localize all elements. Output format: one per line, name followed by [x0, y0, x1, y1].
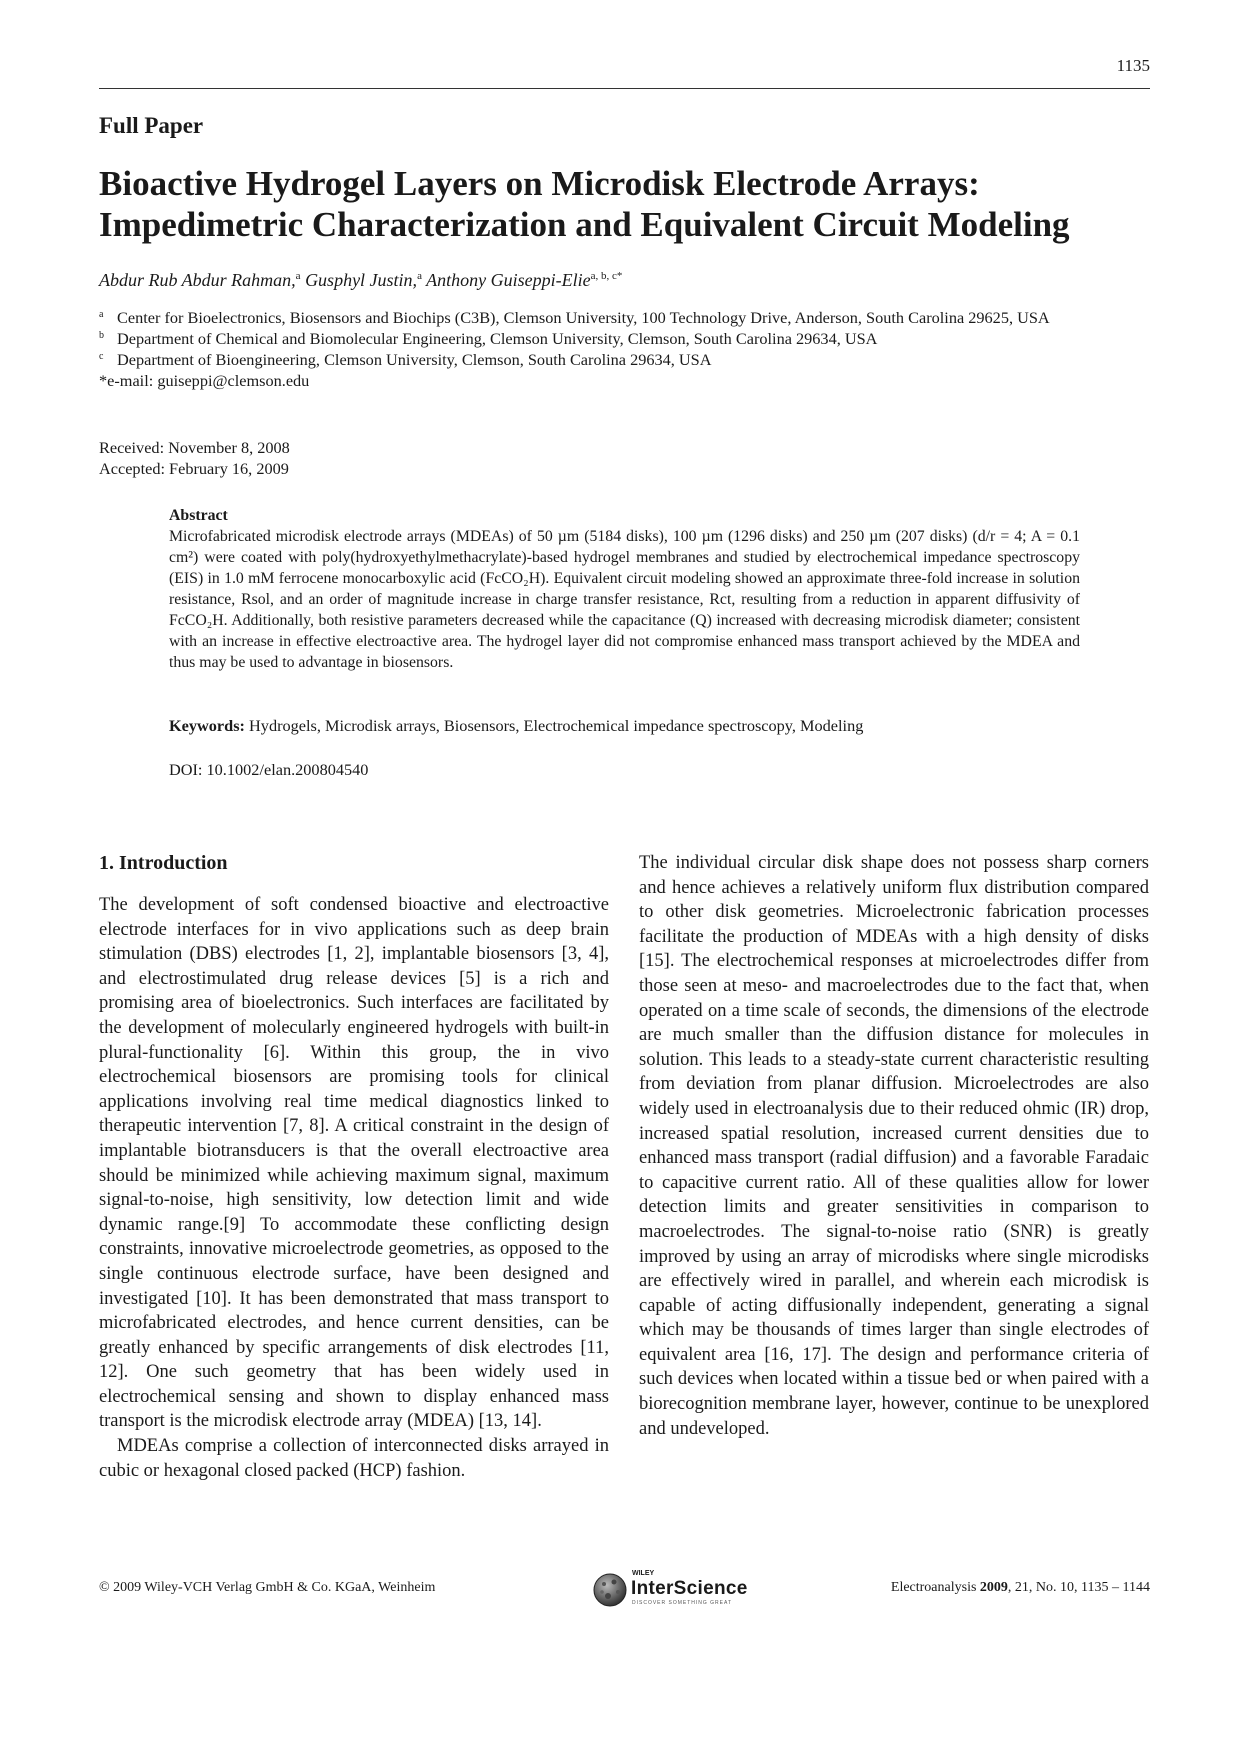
affiliations: [99, 307, 1149, 391]
accepted-date: Accepted: February 16, 2009: [99, 459, 289, 478]
interscience-logo[interactable]: [592, 1572, 762, 1608]
affiliation-mark: b: [99, 330, 104, 341]
globe-icon: [592, 1572, 628, 1608]
affiliation-item: [99, 328, 1149, 349]
author-list: [99, 270, 622, 291]
corresponding-email: *e-mail: guiseppi@clemson.edu: [99, 371, 310, 390]
abstract-heading: Abstract: [169, 507, 228, 524]
section-heading: 1. Introduction: [99, 852, 228, 874]
page-footer: [99, 1570, 1150, 1606]
affiliation-text: Department of Bioengineering, Clemson University, Clemson, South Carolina 29634, USA: [117, 350, 712, 369]
logo-interscience-text: InterScience: [631, 1578, 748, 1599]
page-number: 1135: [1116, 56, 1150, 75]
received-date: Received: November 8, 2008: [99, 438, 290, 457]
author-affiliation-mark: a, b, c*: [590, 270, 623, 282]
body-paragraph: MDEAs comprise a collection of interconnected disks arrayed in cubic or hexagonal closed packed (HCP) fashion.: [99, 1436, 609, 1481]
keywords-text: Hydrogels, Microdisk arrays, Biosensors, Electrochemical impedance spectroscopy, Modeling: [249, 716, 864, 735]
left-column: [99, 893, 609, 1483]
article-type: Full Paper: [99, 113, 204, 138]
body-paragraph: The individual circular disk shape does not possess sharp corners and hence achieves a relatively uniform flux distribution compared to other disk geometries. Microelectronic fabrication processes facilitate the production of MDEAs with a high density of disks [15]. The electrochemical responses at microelectrodes differ from those seen at meso- and macroelectrodes due to the fact that, when operated on a time scale of seconds, the dimensions of the electrode are much smaller than the diffusion distance for molecules in solution. This leads to a steady-state current characteristic resulting from deviation from planar diffusion. Microelectrodes are also widely used in electroanalysis due to their reduced ohmic (IR) drop, increased spatial resolution, increased current densities due to enhanced mass transport (radial diffusion) and a favorable Faradaic to capacitive current ratio. All of these qualities allow for lower detection limits and greater sensitivities in comparison to macroelectrodes. The signal-to-noise ratio (SNR) is greatly improved by using an array of microdisks where single microdisks are effectively wired in parallel, and wherein each microdisk is capable of acting diffusionally independent, generating a signal which may be thousands of times larger than single electrodes of equivalent area [16, 17]. The design and performance criteria of such devices when located within a tissue bed or when paired with a biorecognition membrane layer, however, continue to be unexplored and undeveloped.: [639, 853, 1149, 1439]
journal-year: 2009: [979, 1580, 1008, 1595]
affiliation-text: Center for Bioelectronics, Biosensors and Biochips (C3B), Clemson University, 100 Technology Drive, Anderson, South Carolina 29625, USA: [117, 308, 1050, 327]
abstract-text: Microfabricated microdisk electrode arrays (MDEAs) of 50 µm (5184 disks), 100 µm (1296 disks) and 250 µm (207 disks) (d/r = 4; A = 0.1 cm²) were coated with poly(hydroxyethylmethacrylate)-based hydrogel membranes and studied by electrochemical impedance spectroscopy (EIS) in 1.0 mM ferrocene monocarboxylic acid (FcCO₂H). Equivalent circuit modeling showed an approximate three-fold increase in solution resistance, Rsol, and an order of magnitude increase in charge transfer resistance, Rct, resulting from a reduction in apparent diffusivity of FcCO₂H. Additionally, both resistive parameters decreased while the capacitance (Q) increased with decreasing microdisk diameter; consistent with an increase in effective electroactive area. The hydrogel layer did not compromise enhanced mass transport achieved by the MDEA and thus may be used to advantage in biosensors.: [169, 528, 1080, 671]
journal-name: Electroanalysis: [890, 1580, 977, 1595]
affiliation-text: Department of Chemical and Biomolecular Engineering, Clemson University, Clemson, South Carolina 29634, USA: [117, 329, 878, 348]
body-paragraph: The development of soft condensed bioactive and electroactive electrode interfaces for in vivo applications such as deep brain stimulation (DBS) electrodes [1, 2], implantable biosensors [3, 4], and electrostimulated drug release devices [5] is a rich and promising area of bioelectronics. Such interfaces are facilitated by the development of molecularly engineered hydrogels with built-in plural-functionality [6]. Within this group, the in vivo electrochemical biosensors are promising tools for clinical applications involving real time medical diagnostics linked to therapeutic intervention [7, 8]. A critical constraint in the design of implantable biotransducers is that the overall electroactive area should be minimized while achieving maximum signal, maximum signal-to-noise, high sensitivity, low detection limit and wide dynamic range.[9] To accommodate these conflicting design constraints, innovative microelectrode geometries, as opposed to the single continuous electrode surface, have been designed and investigated [10]. It has been demonstrated that mass transport to microfabricated electrodes, and hence current densities, can be greatly enhanced by specific arrangements of disk electrodes [11, 12]. One such geometry that has been widely used in electrochemical sensing and shown to display enhanced mass transport is the microdisk electrode array (MDEA) [13, 14].: [99, 895, 609, 1432]
author-name: Abdur Rub Abdur Rahman,: [99, 270, 296, 290]
paper-title: Bioactive Hydrogel Layers on Microdisk Electrode Arrays: Impedimetric Characterization and Equivalent Circuit Modeling: [99, 164, 1070, 244]
logo-wiley-text: WILEY: [632, 1570, 655, 1577]
keywords-line: [169, 716, 1080, 736]
article-dates: [99, 437, 290, 479]
doi-line: DOI: 10.1002/elan.200804540: [169, 760, 369, 779]
affiliation-mark: a: [99, 309, 104, 320]
author-affiliation-mark: a: [295, 270, 301, 282]
keywords-label: Keywords:: [169, 716, 245, 735]
author-affiliation-mark: a: [417, 270, 422, 282]
copyright-notice: © 2009 Wiley-VCH Verlag GmbH & Co. KGaA, Weinheim: [99, 1580, 436, 1595]
right-column: [639, 851, 1149, 1441]
header-rule: [99, 88, 1150, 89]
journal-volume-pages: , 21, No. 10, 1135 – 1144: [1007, 1580, 1150, 1595]
affiliation-item: [99, 349, 1149, 370]
author-name: Gusphyl Justin,: [305, 270, 418, 290]
abstract-block: [169, 505, 1080, 673]
author-name: Anthony Guiseppi-Elie: [426, 270, 591, 290]
journal-citation: [891, 1580, 1150, 1596]
logo-tagline: DISCOVER SOMETHING GREAT: [632, 1600, 733, 1606]
affiliation-mark: c: [99, 351, 104, 362]
affiliation-item: [99, 307, 1149, 328]
